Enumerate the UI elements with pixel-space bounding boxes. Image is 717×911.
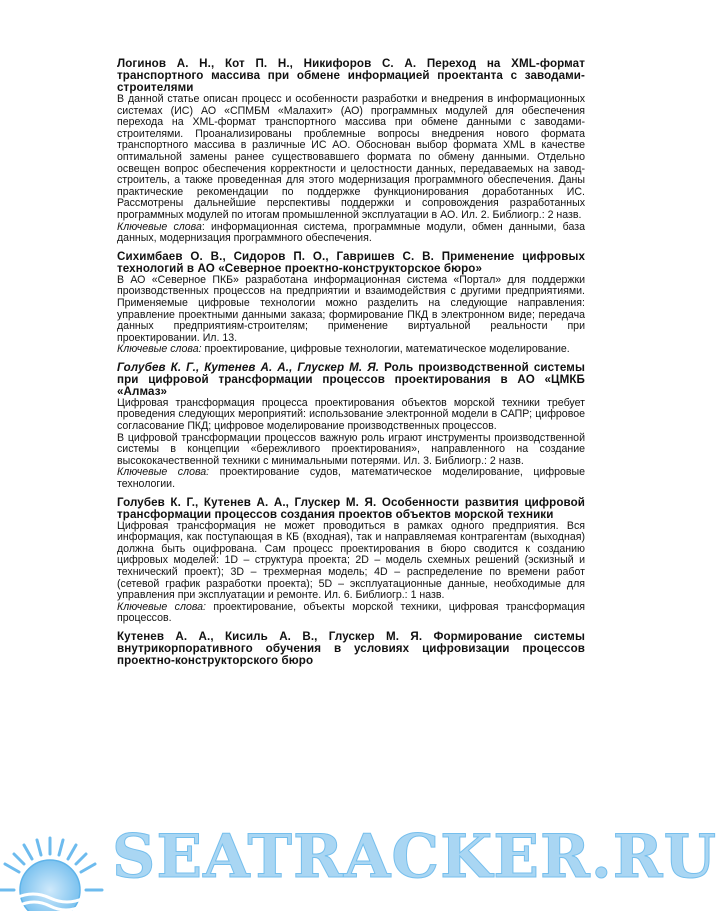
entry-abstract xyxy=(117,398,585,468)
entry-title: Применение цифровых технологий в АО «Северное проектно-конструкторское бюро» xyxy=(117,249,585,275)
abstract-entry-3 xyxy=(117,362,585,491)
entry-keywords xyxy=(117,344,585,356)
entry-abstract xyxy=(117,94,585,222)
entry-title: Формирование системы внутрикорпоративного обучения в условиях цифровизации процессов проектно-конструкторского бюро xyxy=(117,629,585,667)
entry-authors: Сихимбаев О. В., Сидоров П. О., Гавришев С. В. xyxy=(117,249,434,263)
entry-title: Роль производственной системы при цифровой трансформации процессов проектирования в АО «ЦМКБ «Алмаз» xyxy=(117,360,585,398)
abstract-paragraph: Цифровая трансформация процесса проектирования объектов морской техники требует проведения следующих мероприятий: использование электронной модели в САПР; цифровое согласование ПКД; цифровое моделирование производственных процессов. xyxy=(117,396,585,433)
abstract-entry-2 xyxy=(117,251,585,356)
keywords-text: проектирование судов, математическое моделирование, цифровые технологии. xyxy=(117,466,585,491)
entry-authors: Кутенев А. А., Кисиль А. В., Глускер М. Я. xyxy=(117,629,423,643)
keywords-label: Ключевые слова: xyxy=(117,343,202,356)
abstract-paragraph: В цифровой трансформации процессов важную роль играют инструменты производственной системы в концепции «бережливого проектирования», направленного на создание высококачественной техники с минимальными потерями. Ил. 3. Библиогр.: 2 назв. xyxy=(117,431,585,467)
entry-authors: Голубев К. Г., Кутенев А. А., Глускер М. Я. xyxy=(117,360,380,374)
abstract-paragraph: В АО «Северное ПКБ» разработана информационная система «Портал» для поддержки производственных процессов на предприятии и взаимодействия с другими предприятиями. Применяемые цифровые технологии можно разделить на следующие направления: управление проектными данными заказа; формирование ПКД в электронном виде; передача данных предприятиям-строителям; применение виртуальной реальности при проектировании. Ил. 13. xyxy=(117,273,585,344)
abstracts-page xyxy=(117,58,585,673)
watermark-text: SEATRACKER.RU xyxy=(112,822,717,892)
entry-abstract xyxy=(117,275,585,345)
entry-heading xyxy=(117,251,585,275)
abstract-entry-5 xyxy=(117,631,585,667)
entry-title: Переход на XML-формат транспортного массива при обмене информацией проектанта с заводами-строителями xyxy=(117,57,586,94)
keywords-text: проектирование, объекты морской техники, цифровая трансформация процессов. xyxy=(117,600,585,625)
entry-authors: Логинов А. Н., Кот П. Н., Никифоров С. А. xyxy=(117,57,417,70)
keywords-text: : информационная система, программные модули, обмен данными, база данных, модернизация программного обеспечения. xyxy=(117,220,585,245)
abstract-paragraph: Цифровая трансформация не может проводиться в рамках одного предприятия. Вся информация, как поступающая в КБ (входная), так и направляемая контрагентам (выходная) должна быть оцифрована. Сам процесс проектирования в бюро сводится к созданию цифровых моделей: 1D – структура проекта; 2D – модель схемных решений (эскизный и технический проект); 3D – трехмерная модель; 4D – распределение по времени работ (сетевой график разработки проекта); 5D – эксплуатационные данные, необходимые для управления при эксплуатации и ремонте. Ил. 6. Библиогр.: 1 назв. xyxy=(117,519,585,602)
entry-heading xyxy=(117,631,585,667)
entry-heading xyxy=(117,497,585,521)
abstract-entry-1 xyxy=(117,58,585,245)
entry-authors: Голубев К. Г., Кутенев А. А., Глускер М. Я. xyxy=(117,495,377,509)
entry-heading xyxy=(117,362,585,398)
entry-title: Особенности развития цифровой трансформации процессов создания проектов объектов морской техники xyxy=(117,495,585,521)
entry-abstract xyxy=(117,521,585,602)
abstract-entry-4 xyxy=(117,497,585,625)
entry-keywords xyxy=(117,467,585,490)
abstract-paragraph: В данной статье описан процесс и особенности разработки и внедрения в информационных системах (ИС) АО «СПМБМ «Малахит» (АО) программных модулей для обеспечения перехода на XML-формат транспортного массива при обмене данными с заводами-строителями. Проанализированы проблемные вопросы внедрения нового формата транспортного массива в различные ИС АО. Обоснован выбор формата XML в качестве оптимальной замены ранее существовавшего формата по обмену данными. Отдельно освещен вопрос обеспечения корректности и целостности данных, передаваемых на завод-строитель, а также проведенная для этого модернизация программного обеспечения. Даны практические рекомендации по поддержке функционирования доработанных ИС. Рассмотрены дальнейшие перспективы поддержки и сопровождения разработанных программных модулей по итогам промышленной эксплуатации в АО. Ил. 2. Библиогр.: 2 назв. xyxy=(117,93,585,221)
entry-keywords xyxy=(117,222,585,245)
keywords-label: Ключевые слова xyxy=(117,220,202,233)
keywords-label: Ключевые слова: xyxy=(117,600,206,613)
entry-keywords xyxy=(117,602,585,625)
entry-heading xyxy=(117,58,585,94)
keywords-label: Ключевые слова: xyxy=(117,466,210,479)
keywords-text: проектирование, цифровые технологии, математическое моделирование. xyxy=(201,343,570,356)
